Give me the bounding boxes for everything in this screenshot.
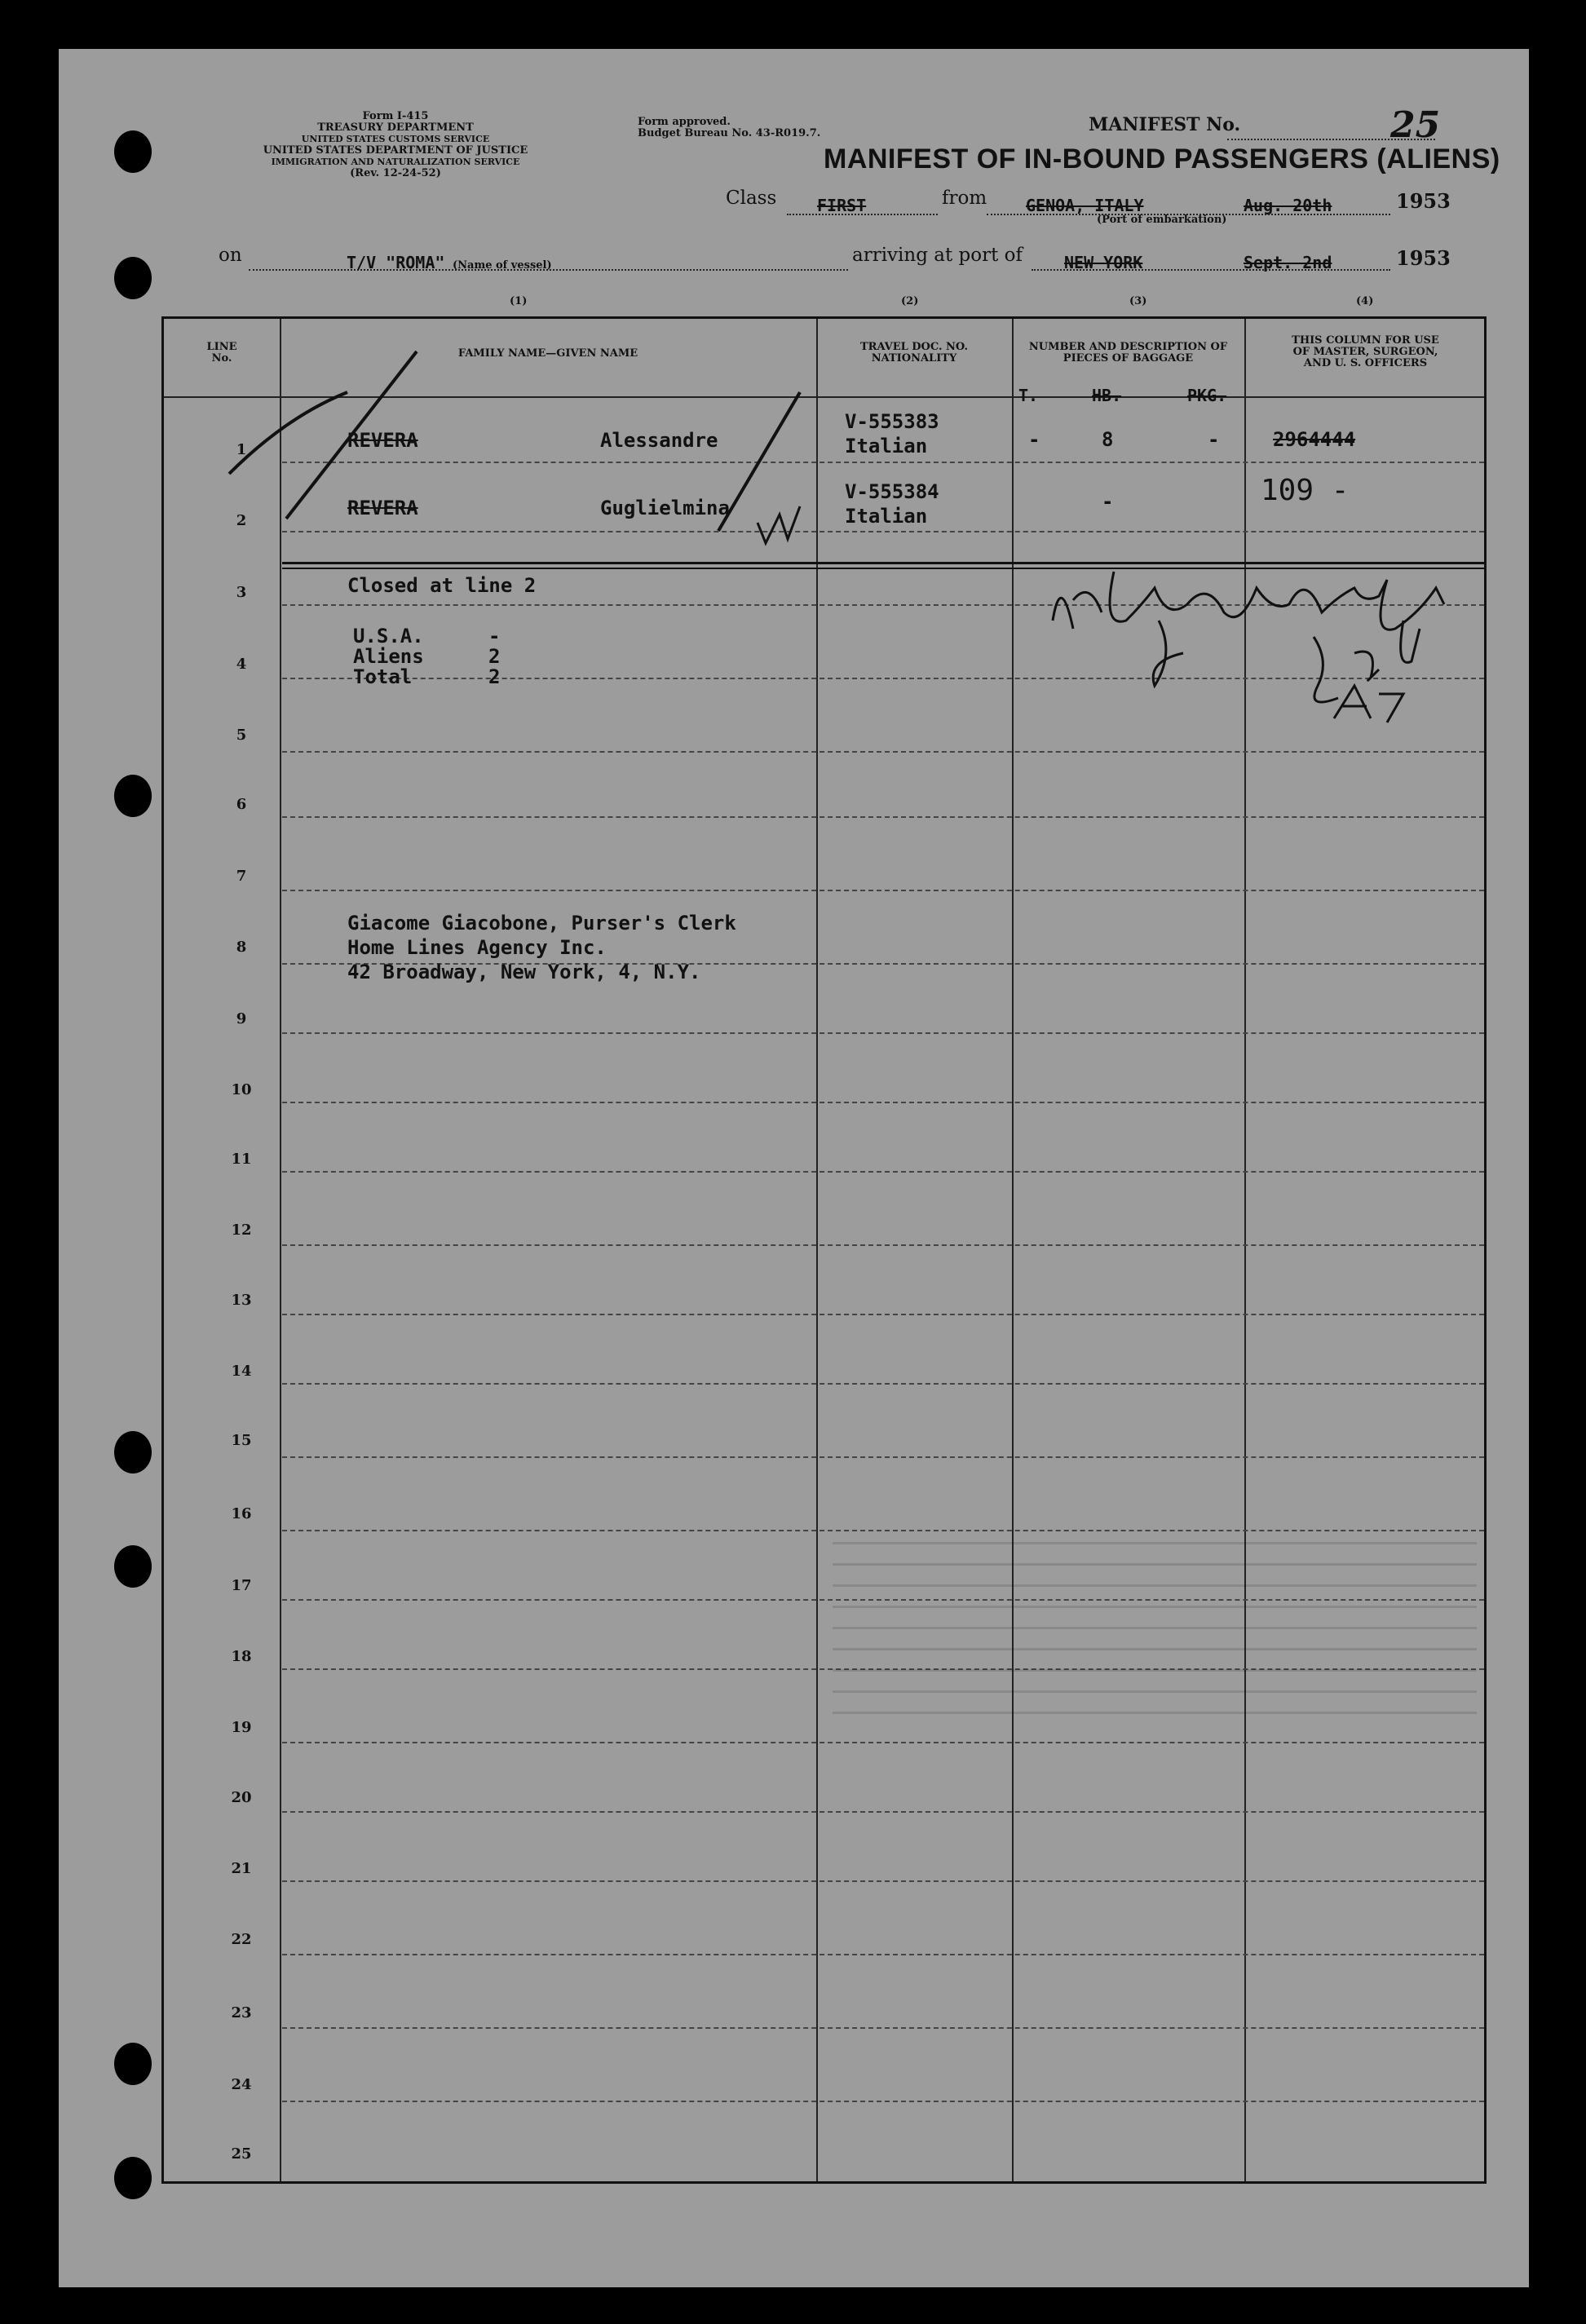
header-travel-doc: TRAVEL DOC. NO. NATIONALITY [859,341,969,365]
column-number: (3) [1129,295,1147,307]
bleed-through-oath [833,1542,1477,1730]
signature-stroke [1153,621,1183,686]
class-label: Class [726,188,777,209]
baggage-hb: - [1102,490,1114,513]
line-number: 6 [236,796,247,813]
manifest-number-value: 25 [1390,104,1441,146]
revision: (Rev. 12-24-52) [350,167,441,179]
passenger-family-name: REVERA [347,429,418,452]
passenger-nationality: Italian [845,505,928,528]
line-number: 25 [231,2145,252,2163]
embarkation-date: Aug. 20th [1244,196,1332,215]
from-line [987,214,1390,215]
row-rule [282,1742,1484,1743]
summary-usa-value: - [488,625,501,647]
signature-stroke [1053,572,1444,630]
officer-note: 109 - [1261,474,1350,507]
signature-stroke [1314,621,1420,702]
embarkation-port: GENOA, ITALY [1026,196,1144,215]
summary-total-label: Total [353,665,413,688]
summary-aliens-value: 2 [488,645,501,668]
row-rule [282,1102,1484,1103]
embarkation-note: (Port of embarkation) [1097,214,1227,226]
vessel-note: (Name of vessel) [453,259,552,272]
passenger-table [161,316,1487,2184]
binder-hole [114,257,152,299]
line-number: 11 [231,1151,252,1168]
binder-hole [114,1431,152,1473]
customs-service: UNITED STATES CUSTOMS SERVICE [301,134,490,144]
binder-hole [114,2043,152,2085]
form-block [216,111,575,179]
row-rule [282,1811,1484,1813]
line-number: 2 [236,512,247,529]
closed-at-line: Closed at line 2 [347,574,537,597]
column-number: (4) [1356,295,1374,307]
strike-mark [229,351,417,519]
column-number: (2) [901,295,919,307]
signatory-line: Home Lines Agency Inc. [347,936,607,959]
row-rule [282,1032,1484,1034]
justice-dept: UNITED STATES DEPARTMENT OF JUSTICE [263,144,528,157]
row-rule [282,2101,1484,2102]
arriving-label: arriving at port of [852,245,1023,266]
line-number: 4 [236,656,247,673]
manifest-number-label: MANIFEST No. [1089,114,1241,135]
inspector-signature [1012,555,1485,727]
vessel-name: T/V "ROMA" [347,253,445,272]
baggage-pkg: - [1208,428,1220,451]
binder-hole [114,1545,152,1588]
row-rule [282,1456,1484,1458]
line-number: 23 [231,2004,252,2021]
form-number: Form I-415 [362,110,429,122]
row-rule [282,1314,1484,1315]
summary-aliens-label: Aliens [353,645,424,668]
class-value: FIRST [817,196,867,215]
row-rule [282,2027,1484,2029]
line-number: 9 [236,1010,247,1027]
class-line [787,214,938,215]
row-rule [282,751,1484,753]
arrival-port: NEW YORK [1064,253,1143,272]
line-number: 10 [231,1081,252,1098]
strike-mark [718,392,800,531]
page-title: MANIFEST OF IN-BOUND PASSENGERS (ALIENS) [824,144,1500,175]
header-baggage: NUMBER AND DESCRIPTION OF PIECES OF BAGGAGE [1028,341,1228,365]
line-number: 20 [231,1789,252,1806]
row-rule [282,1383,1484,1385]
header-name: FAMILY NAME—GIVEN NAME [457,347,638,360]
approval-line1: Form approved. [638,116,731,128]
line-number: 18 [231,1648,252,1665]
line-number: 8 [236,939,247,956]
line-number: 21 [231,1860,252,1877]
line-number: 19 [231,1719,252,1736]
row-rule [282,890,1484,891]
arrival-date: Sept. 2nd [1244,253,1332,272]
passenger-given-name: Guglielmina [600,497,730,519]
baggage-sub-hb: HB. [1092,386,1122,405]
arrival-year: 1953 [1396,246,1451,270]
row-rule [282,1244,1484,1246]
row-rule [282,1530,1484,1531]
passenger-nationality: Italian [845,435,928,457]
embarkation-year: 1953 [1396,189,1451,213]
binder-hole [114,775,152,817]
ins-service: IMMIGRATION AND NATURALIZATION SERVICE [271,157,520,167]
binder-hole [114,130,152,173]
line-number: 3 [236,584,247,601]
row-rule [282,1954,1484,1955]
summary-total-value: 2 [488,665,501,688]
baggage-t: - [1028,428,1040,451]
officer-note: 2964444 [1273,428,1356,451]
treasury-dept: TREASURY DEPARTMENT [317,122,474,134]
line-number: 14 [231,1363,252,1380]
signatory-line: 42 Broadway, New York, 4, N.Y. [347,961,701,983]
line-number: 15 [231,1432,252,1449]
baggage-hb: 8 [1102,428,1114,451]
on-label: on [219,245,242,266]
header-line-no: LINE No. [206,341,237,365]
passenger-doc: V-555384 [845,480,939,503]
from-label: from [942,188,987,209]
header-officers: THIS COLUMN FOR USE OF MASTER, SURGEON, AND U. S. OFFICERS [1292,334,1439,369]
line-number: 22 [231,1931,252,1948]
line-number: 1 [236,441,247,458]
line-number: 24 [231,2076,252,2093]
passenger-given-name: Alessandre [600,429,718,452]
signature-stroke [1334,686,1403,722]
line-number: 16 [231,1505,252,1522]
baggage-sub-t: T. [1018,386,1039,405]
baggage-sub-pkg: PKG. [1187,386,1227,405]
line-number: 13 [231,1292,252,1309]
passenger-family-name: REVERA [347,497,418,519]
signatory-line: Giacome Giacobone, Purser's Clerk [347,912,736,934]
approval-line2: Budget Bureau No. 43-R019.7. [638,127,821,139]
summary-usa-label: U.S.A. [353,625,424,647]
binder-hole [114,2157,152,2199]
line-number: 12 [231,1222,252,1239]
column-number: (1) [510,295,528,307]
line-number: 7 [236,868,247,885]
passenger-doc: V-555383 [845,410,939,433]
line-number: 17 [231,1577,252,1594]
arrival-line [1032,269,1390,271]
row-rule [282,1880,1484,1882]
approval-block [638,117,820,139]
line-number: 5 [236,727,247,744]
row-rule [282,816,1484,818]
row-rule [282,1171,1484,1173]
initial-mark [758,506,800,543]
